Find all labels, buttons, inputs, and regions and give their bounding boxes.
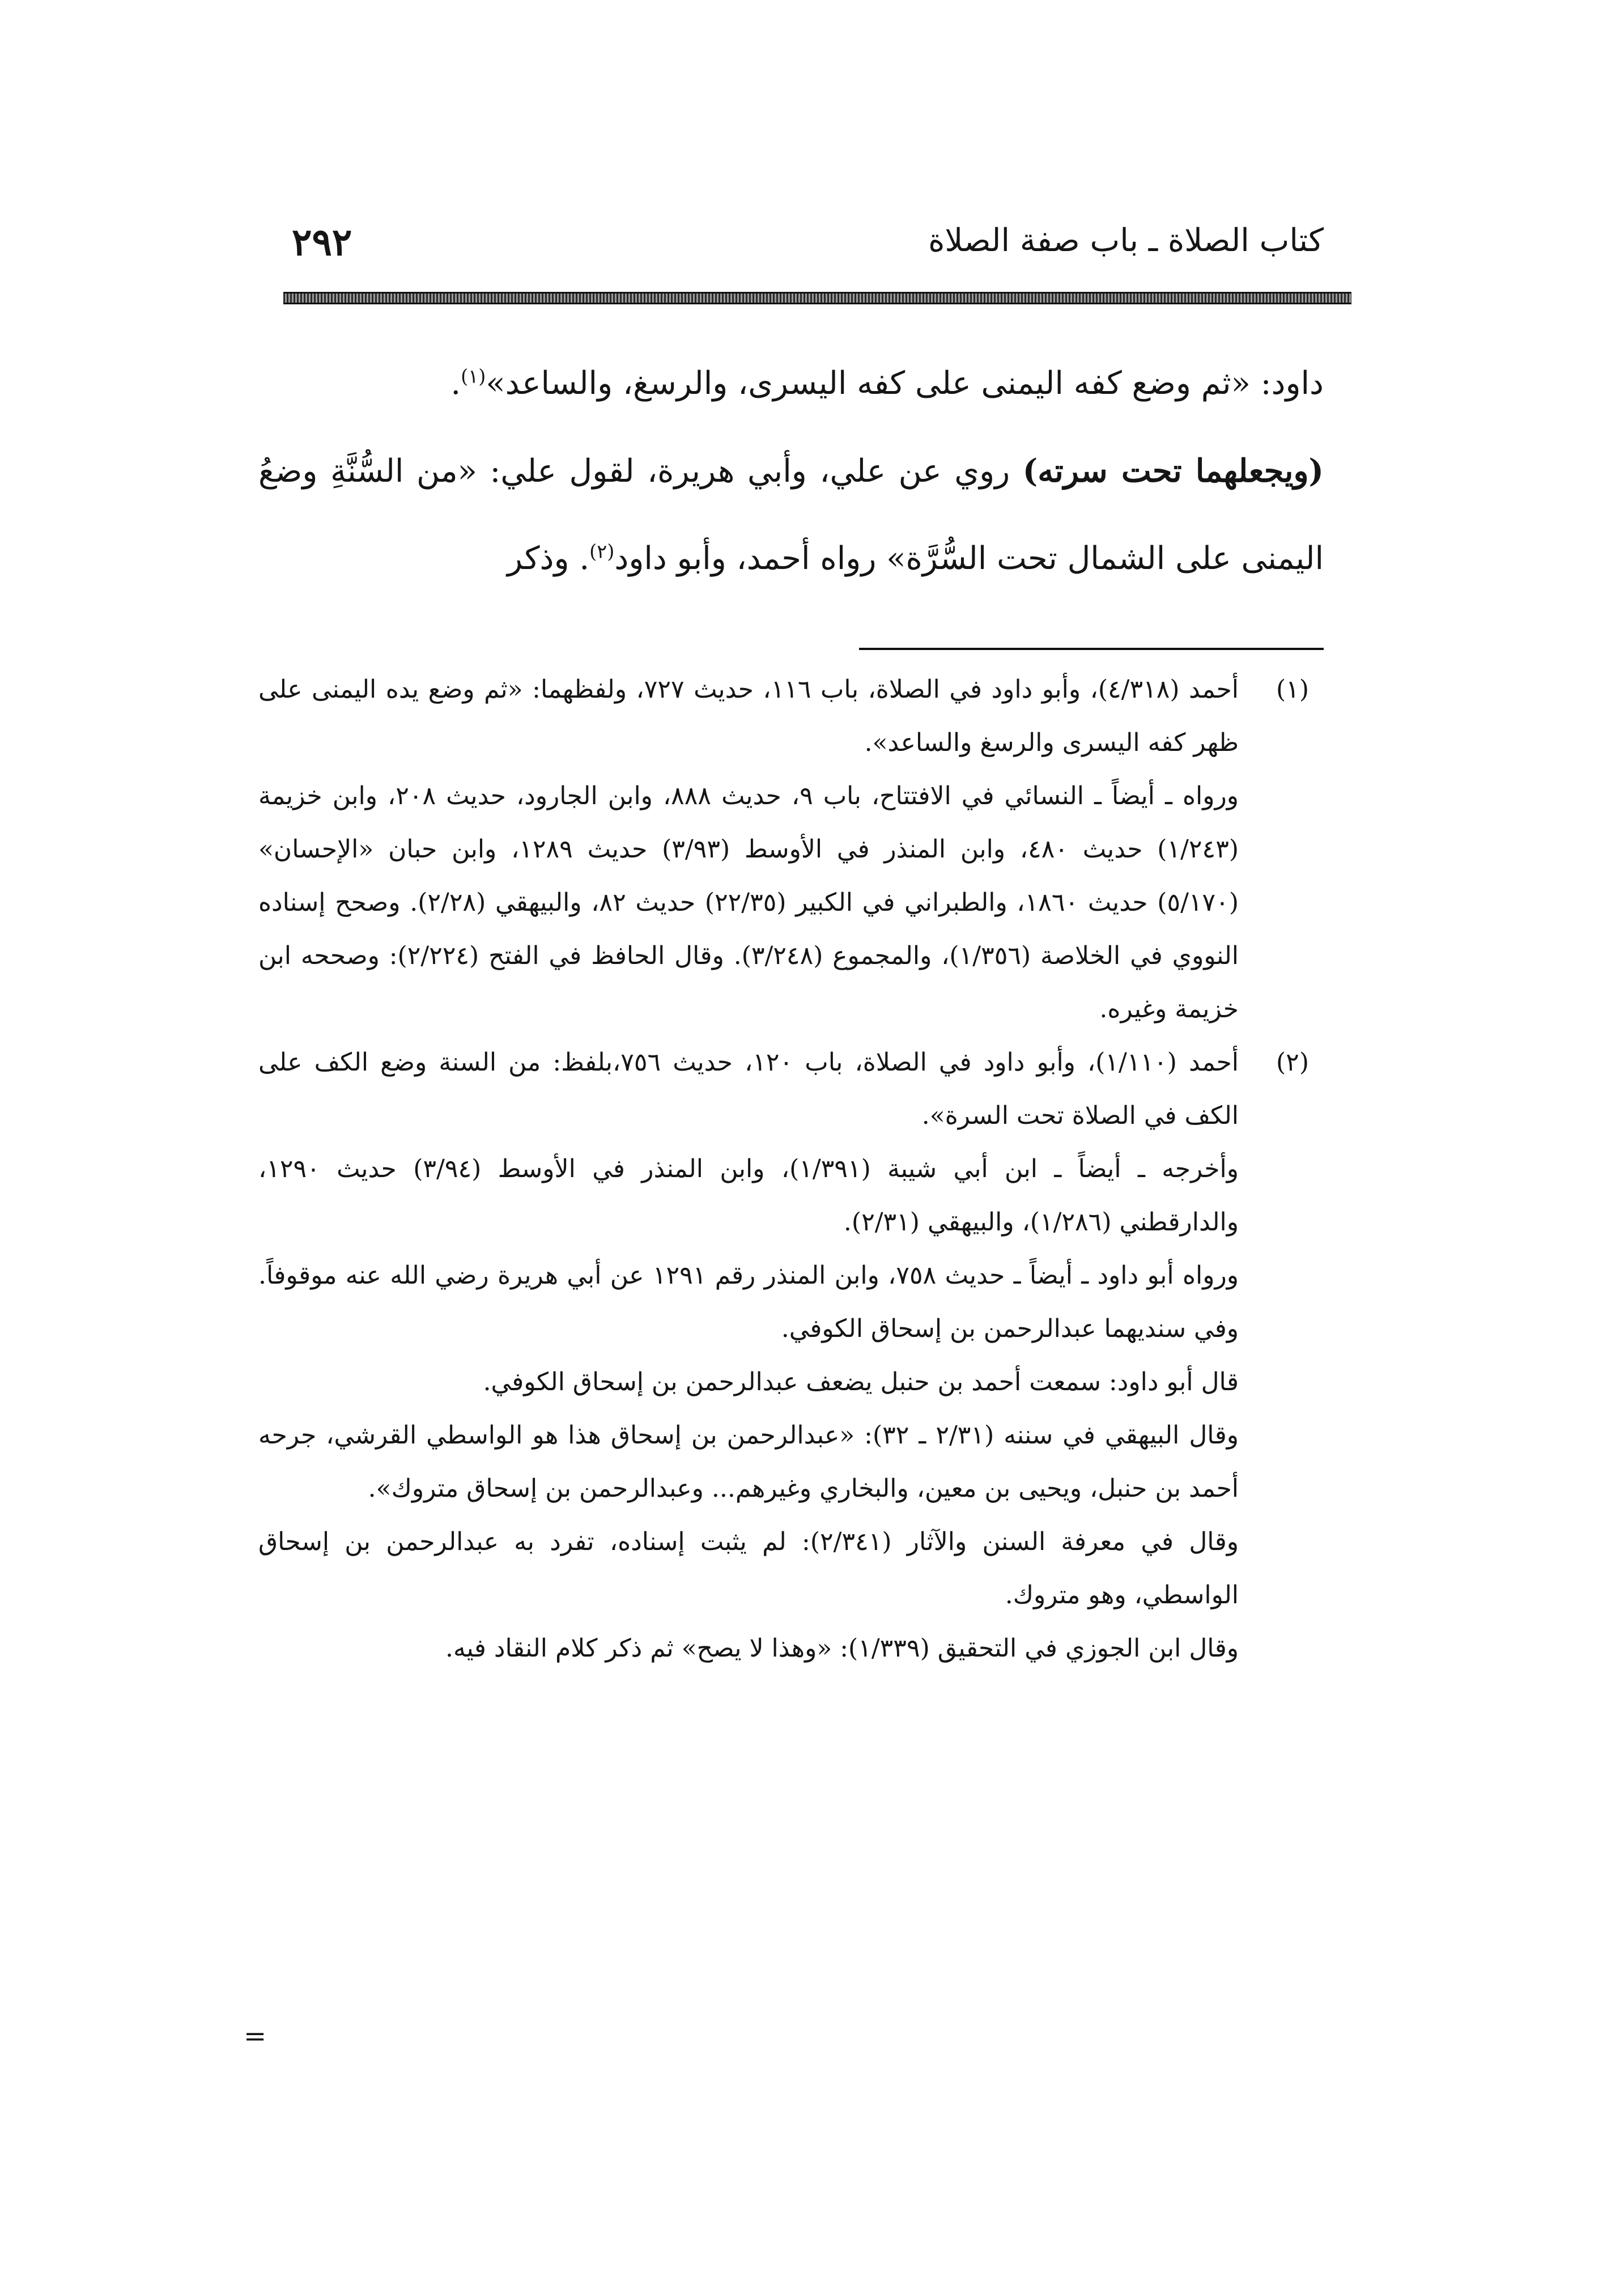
footnote-1-line: أحمد (٤/٣١٨)، وأبو داود في الصلاة، باب ١١٦، حديث ٧٢٧، ولفظهما: «ثم وضع يده اليمنى على ظهر كفه اليسرى والرسغ والساعد». [258, 675, 1239, 757]
footnote-1 [258, 663, 1324, 1036]
main-line-1: داود: «ثم وضع كفه اليمنى على كفه اليسرى، والرسغ، والساعد» [486, 365, 1324, 402]
footnote-2-line: وأخرجه ـ أيضاً ـ ابن أبي شيبة (١/٣٩١)، وابن المنذر في الأوسط (٣/٩٤) حديث ١٢٩٠، والدارقطني (١/٢٨٦)، والبيهقي (٢/٣١). [258, 1154, 1239, 1237]
header-rule [283, 292, 1351, 304]
footnote-ref-2[interactable]: (٢) [589, 540, 615, 563]
matn-phrase: (ويجعلهما تحت سرته) [1022, 452, 1324, 490]
footnote-2-line: وقال في معرفة السنن والآثار (٢/٣٤١): لم يثبت إسناده، تفرد به عبدالرحمن بن إسحاق الواسطي، وهو متروك. [258, 1527, 1239, 1610]
running-title: كتاب الصلاة ـ باب صفة الصلاة [928, 222, 1324, 259]
main-text [258, 340, 1324, 602]
footnote-marker-1: (١) [1276, 675, 1309, 704]
footnote-2-line: قال أبو داود: سمعت أحمد بن حنبل يضعف عبدالرحمن بن إسحاق الكوفي. [483, 1368, 1239, 1396]
footnote-1-line: ورواه ـ أيضاً ـ النسائي في الافتتاح، باب ٩، حديث ٨٨٨، وابن الجارود، حديث ٢٠٨، وابن خزيمة (١/٢٤٣) حديث ٤٨٠، وابن المنذر في الأوسط (٣/٩٣) حديث ١٢٨٩، وابن حبان «الإحسان» (٥/١٧٠) حديث ١٨٦٠، والطبراني في الكبير (٢٢/٣٥) حديث ٨٢، والبيهقي (٢/٢٨). وصحح إسناده النووي في الخلاصة (١/٣٥٦)، والمجموع (٣/٢٤٨). وقال الحافظ في الفتح (٢/٢٢٤): وصححه ابن خزيمة وغيره. [258, 782, 1239, 1024]
footnote-marker-2: (٢) [1276, 1048, 1309, 1077]
main-paragraph-2-text: روي عن علي، وأبي هريرة، لقول علي: «من السُّنَّةِ وضعُ اليمنى على الشمال تحت السُّرَّة» رواه أحمد، وأبو داود [258, 453, 1324, 577]
main-paragraph-2-end: . وذكر [507, 540, 590, 577]
footnote-2 [258, 1036, 1324, 1675]
footnote-2-line: وقال ابن الجوزي في التحقيق (١/٣٣٩): «وهذا لا يصح» ثم ذكر كلام النقاد فيه. [445, 1634, 1239, 1663]
main-paragraph-1 [258, 340, 1324, 427]
footnote-separator [859, 648, 1324, 650]
footnote-ref-1[interactable]: (١) [461, 365, 486, 388]
main-line-1-end: . [450, 365, 461, 402]
main-paragraph-2 [258, 427, 1324, 602]
footnote-2-line: ورواه أبو داود ـ أيضاً ـ حديث ٧٥٨، وابن المنذر رقم ١٢٩١ عن أبي هريرة رضي الله عنه موقوفاً. وفي سنديهما عبدالرحمن بن إسحاق الكوفي. [258, 1261, 1239, 1343]
footnotes [258, 663, 1324, 1675]
page-number: ٢٩٢ [292, 220, 352, 264]
footnote-2-line: وقال البيهقي في سننه (٢/٣١ ـ ٣٢): «عبدالرحمن بن إسحاق هذا هو الواسطي القرشي، جرحه أحمد بن حنبل، ويحيى بن معين، والبخاري وغيرهم... وعبدالرحمن بن إسحاق متروك». [258, 1421, 1239, 1503]
footnote-2-line: أحمد (١/١١٠)، وأبو داود في الصلاة، باب ١٢٠، حديث ٧٥٦،بلفظ: من السنة وضع الكف على الكف في الصلاة تحت السرة». [258, 1048, 1239, 1130]
continuation-mark: = [244, 2020, 267, 2052]
